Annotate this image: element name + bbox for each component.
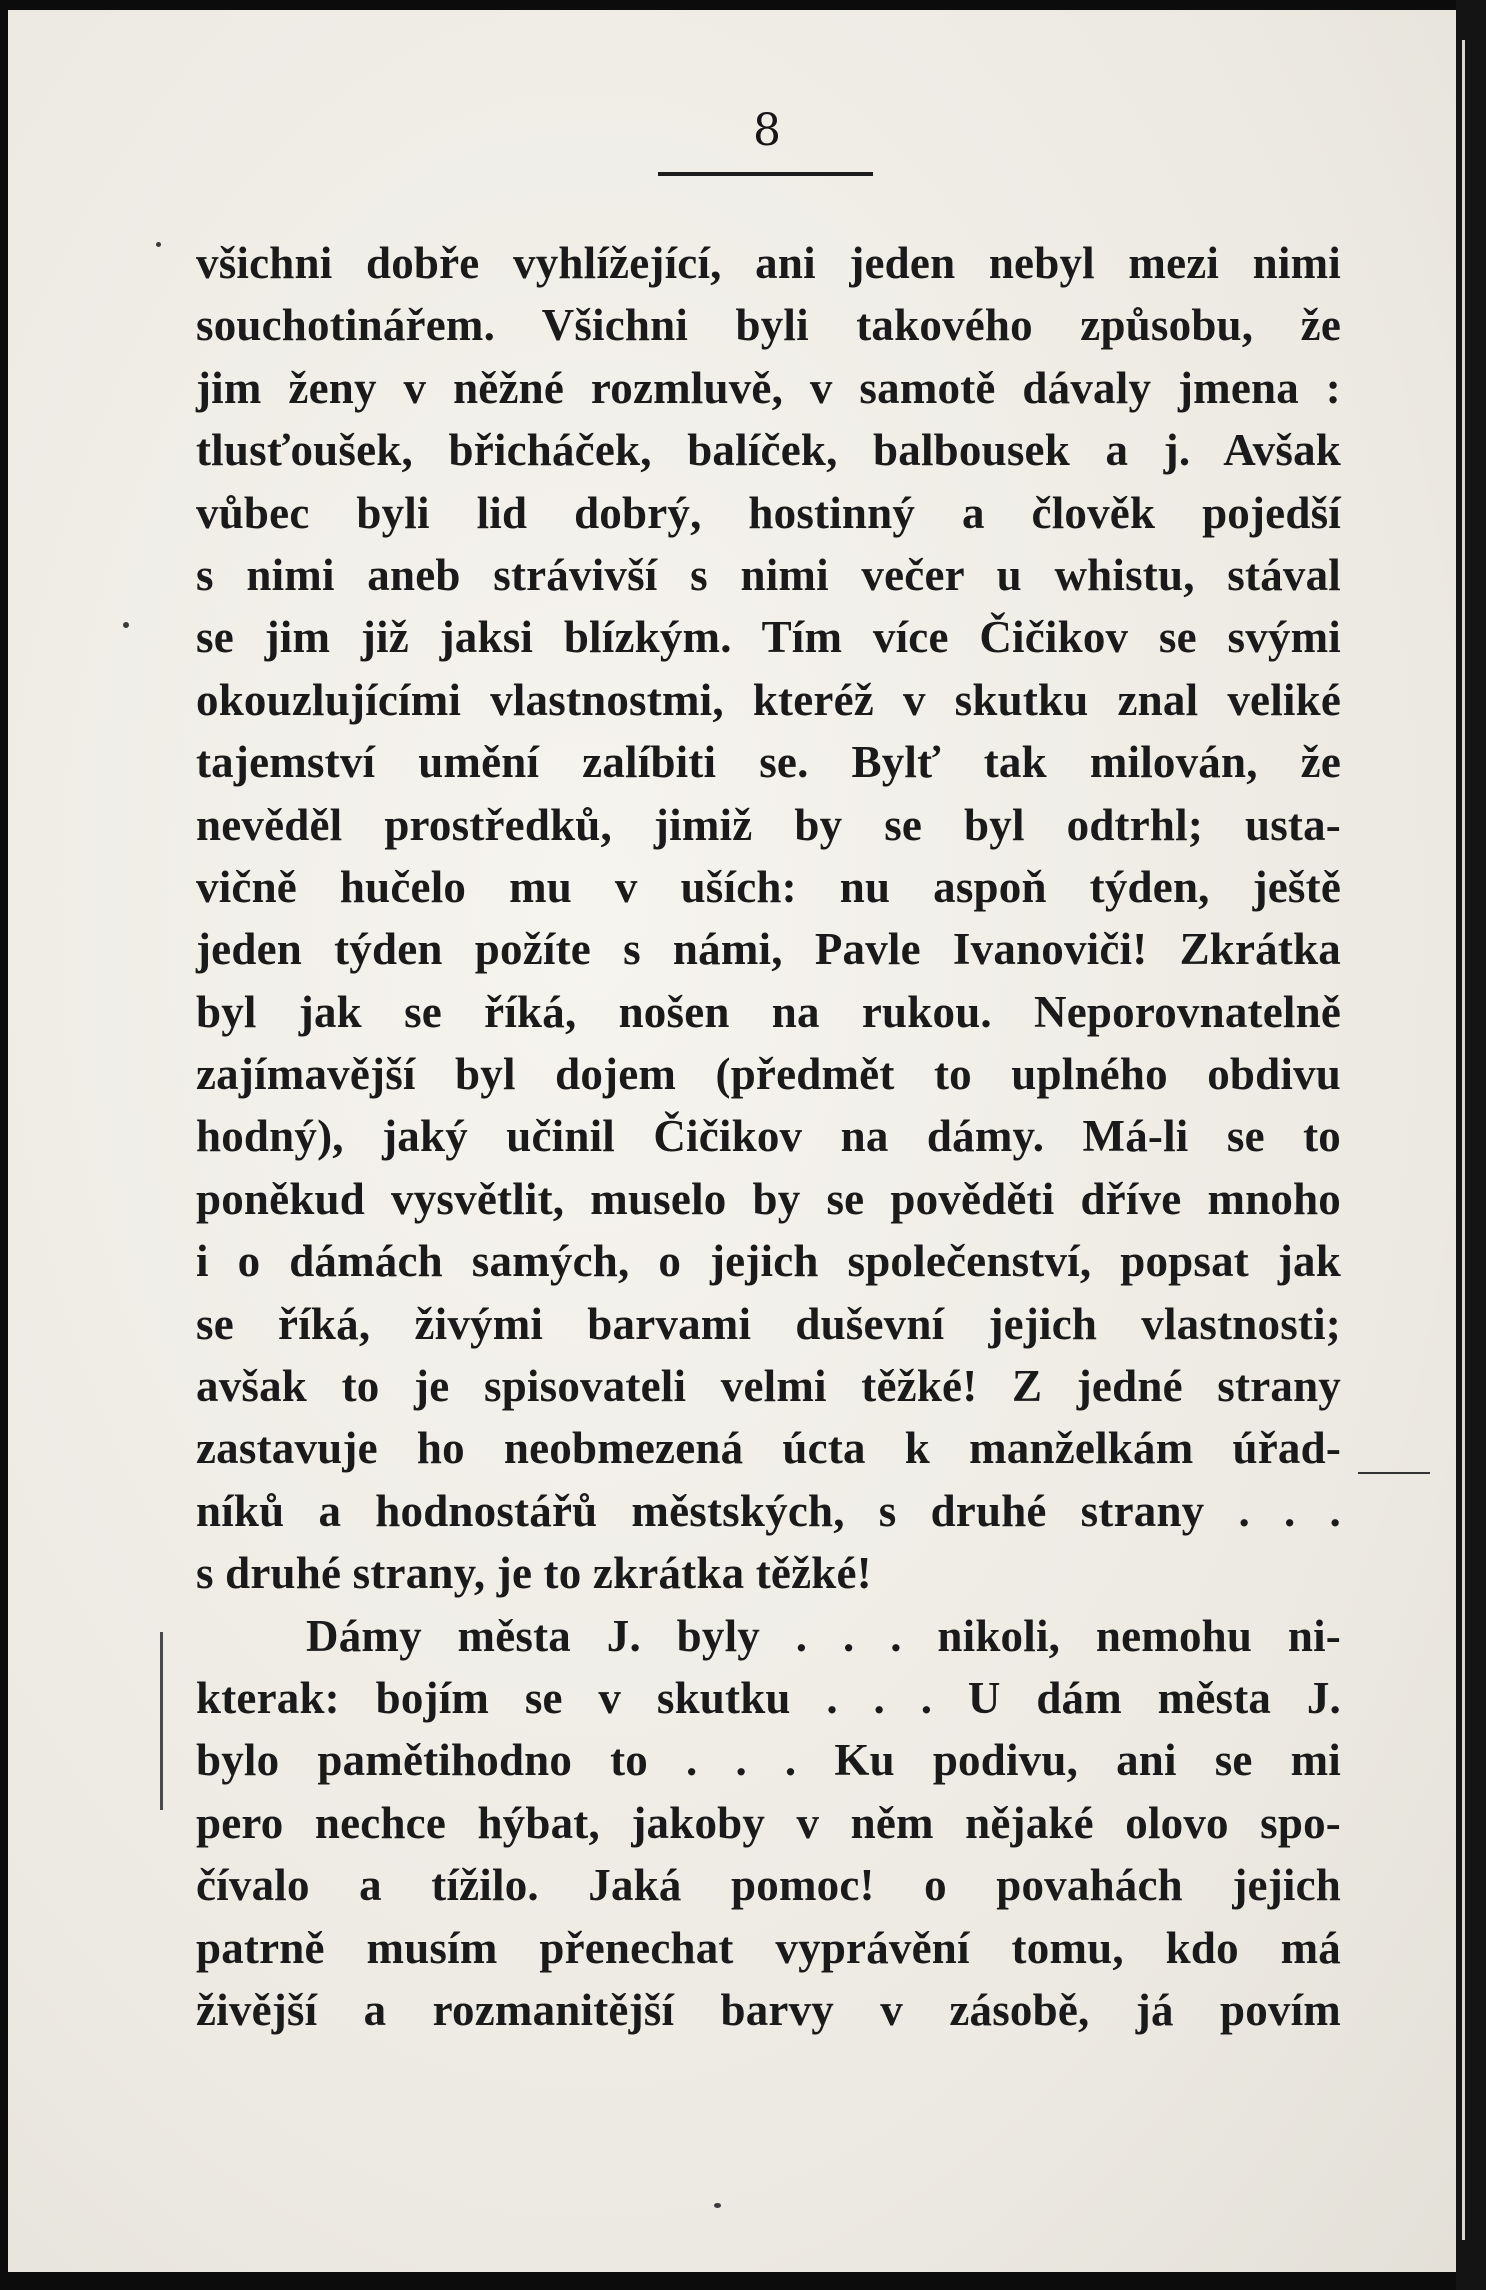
- text-line: hodný), jaký učinil Čičikov na dámy. Má-li se to: [196, 1111, 1341, 1162]
- text-line: souchotinářem. Všichni byli takového způsobu, že: [196, 300, 1341, 351]
- text-line: zajímavější byl dojem (předmět to uplného obdivu: [196, 1049, 1341, 1100]
- text-line: vůbec byli lid dobrý, hostinný a člověk pojedší: [196, 487, 1341, 538]
- header-rule: [658, 172, 873, 176]
- text-line: se říká, živými barvami duševní jejich vlastnosti;: [196, 1298, 1341, 1349]
- margin-mark: [160, 1632, 163, 1810]
- text-line: se jim již jaksi blízkým. Tím více Čičikov se svými: [196, 612, 1341, 663]
- ink-speck: [714, 2203, 721, 2208]
- paragraph-start-line: Dámy města J. byly . . . nikoli, nemohu ni-: [306, 1610, 1341, 1661]
- scan-edge: [1456, 0, 1486, 2290]
- text-line: s nimi aneb strávivší s nimi večer u whistu, stával: [196, 549, 1341, 600]
- text-line: patrně musím přenechat vyprávění tomu, kdo má: [196, 1922, 1341, 1973]
- text-line: jeden týden požíte s námi, Pavle Ivanoviči! Zkrátka: [196, 924, 1341, 975]
- margin-mark: [1358, 1472, 1430, 1474]
- text-line: pero nechce hýbat, jakoby v něm nějaké olovo spo-: [196, 1797, 1341, 1848]
- text-line: živější a rozmanitější barvy v zásobě, já povím: [196, 1984, 1341, 2035]
- text-line: vičně hučelo mu v uších: nu aspoň týden, ještě: [196, 861, 1341, 912]
- ink-speck: [156, 242, 161, 247]
- text-line: tlusťoušek, břicháček, balíček, balbousek a j. Avšak: [196, 425, 1341, 476]
- text-line: nevěděl prostředků, jimiž by se byl odtrhl; usta-: [196, 799, 1341, 850]
- text-line: zastavuje ho neobmezená úcta k manželkám úřad-: [196, 1423, 1341, 1474]
- text-line: okouzlujícími vlastnostmi, kteréž v skutku znal veliké: [196, 674, 1341, 725]
- paragraph-end-line: s druhé strany, je to zkrátka těžké!: [196, 1548, 872, 1599]
- scan-edge: [1462, 40, 1465, 2240]
- text-line: kterak: bojím se v skutku . . . U dám města J.: [196, 1672, 1341, 1723]
- text-line: všichni dobře vyhlížející, ani jeden nebyl mezi nimi: [196, 238, 1341, 288]
- book-page: [8, 10, 1456, 2272]
- ink-speck: [123, 622, 129, 628]
- text-line: čívalo a tížilo. Jaká pomoc! o povahách jejich: [196, 1860, 1341, 1911]
- page-number: 8: [753, 105, 781, 156]
- text-line: tajemství umění zalíbiti se. Bylť tak milován, že: [196, 737, 1341, 788]
- text-line: jim ženy v něžné rozmluvě, v samotě dávaly jmena :: [196, 362, 1341, 413]
- text-line: bylo pamětihodno to . . . Ku podivu, ani se mi: [196, 1735, 1341, 1786]
- text-line: poněkud vysvětlit, muselo by se pověděti dříve mnoho: [196, 1173, 1341, 1224]
- text-line: níků a hodnostářů městských, s druhé strany . . .: [196, 1485, 1341, 1536]
- body-text: [196, 232, 1341, 2041]
- text-line: byl jak se říká, nošen na rukou. Neporovnatelně: [196, 986, 1341, 1037]
- text-line: avšak to je spisovateli velmi těžké! Z jedné strany: [196, 1361, 1341, 1412]
- text-line: i o dámách samých, o jejich společenství, popsat jak: [196, 1236, 1341, 1287]
